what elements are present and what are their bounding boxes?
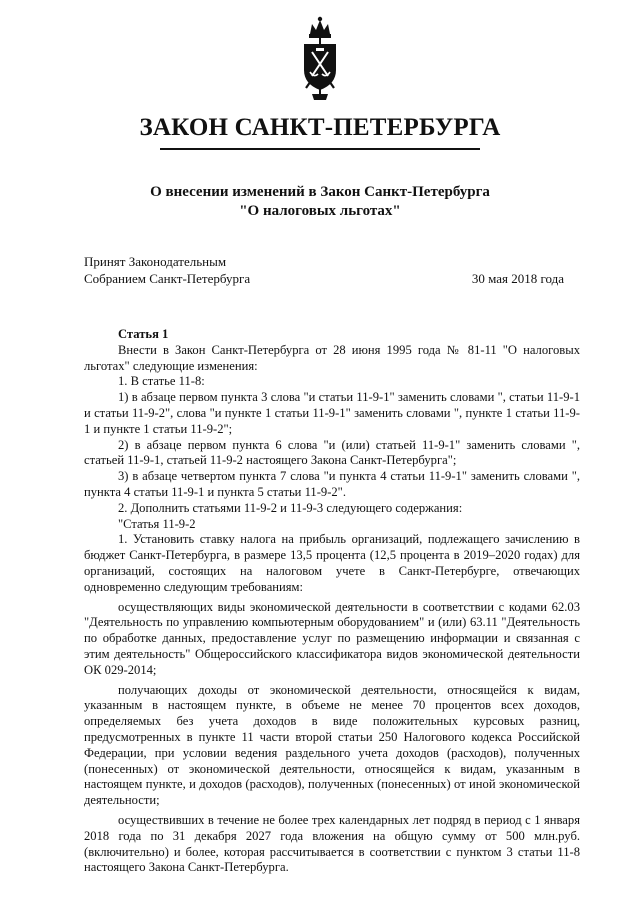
paragraph: Внести в Закон Санкт-Петербурга от 28 июня 1995 года № 81-11 "О налоговых льготах" следующие изменения: [84,342,580,373]
adoption-block [84,253,250,287]
paragraph: 3) в абзаце четвертом пункта 7 слова "и пункта 4 статьи 11-9-1" заменить словами ", пункта 4 статьи 11-9-1 и пункта 5 статьи 11-9-2". [84,469,580,499]
adoption-date: 30 мая 2018 года [471,271,564,286]
article-heading: Статья 1 [118,327,169,341]
subtitle-line-1: О внесении изменений в Закон Санкт-Петербурга [150,184,490,200]
title-underline [160,148,480,150]
paragraph: 1. В статье 11-8: [118,374,205,389]
paragraph: 1. Установить ставку налога на прибыль организаций, подлежащего зачислению в бюджет Санкт-Петербурга, в размере 13,5 процента (12,5 процента в 2019–2020 годах) для организаций, состоящих на налоговом учете в Санкт-Петербурге, отвечающих одновременно следующим требованиям: [84,532,580,594]
paragraph: "Статья 11-9-2 [118,516,196,531]
paragraph: 2) в абзаце первом пункта 6 слова "и (или) статьей 11-9-1" заменить словами ", статьей 11-9-1, статьей 11-9-2 настоящего Закона Санкт-Петербурга"; [84,437,580,468]
law-subtitle [0,183,640,221]
paragraph: получающих доходы от экономической деятельности, относящейся к видам, указанным в настоящем пункте, в объеме не менее 70 процентов всех доходов, определяемых без учета доходов в виде положительных курсовых разниц, предусмотренных в пункте 11 части второй статьи 250 Налогового кодекса Российской Федерации, при условии ведения раздельного учета доходов (расходов), полученных (понесенных) от экономической деятельности, относящейся к видам, указанным в настоящем пункте, и доходов (расходов), полученных (понесенных) от иной экономической деятельности; [84,682,580,808]
paragraph: осуществляющих виды экономической деятельности в соответствии с кодами 62.03 "Деятельность по управлению компьютерным оборудованием" и (или) 63.11 "Деятельность по обработке данных, предоставление услуг по размещению информации и связанная с этим деятельность" Общероссийского классификатора видов экономической деятельности ОК 029-2014; [84,599,580,677]
article-body [84,327,580,876]
paragraph: 2. Дополнить статьями 11-9-2 и 11-9-3 следующего содержания: [118,500,463,515]
law-title: ЗАКОН САНКТ-ПЕТЕРБУРГА [139,114,501,141]
paragraph: 1) в абзаце первом пункта 3 слова "и статьи 11-9-1" заменить словами ", статьи 11-9-1 и статьи 11-9-2", слова "и пункте 1 статьи 11-9-1" заменить словами ", пункте 1 статьи 11-9-1 и пункте 1 статьи 11-9-2"; [84,390,580,436]
adoption-line-1: Принят Законодательным [84,254,227,269]
subtitle-line-2: "О налоговых льготах" [239,203,401,219]
coat-of-arms-icon [290,14,350,102]
adoption-line-2: Собранием Санкт-Петербурга [84,271,251,286]
paragraph: осуществивших в течение не более трех календарных лет подряд в период с 1 января 2018 года по 31 декабря 2027 года вложения на общую сумму от 500 млн.руб. (включительно) и более, которая рассчитывается в соответствии с пунктом 3 статьи 11-8 настоящего Закона Санкт-Петербурга. [84,812,580,875]
